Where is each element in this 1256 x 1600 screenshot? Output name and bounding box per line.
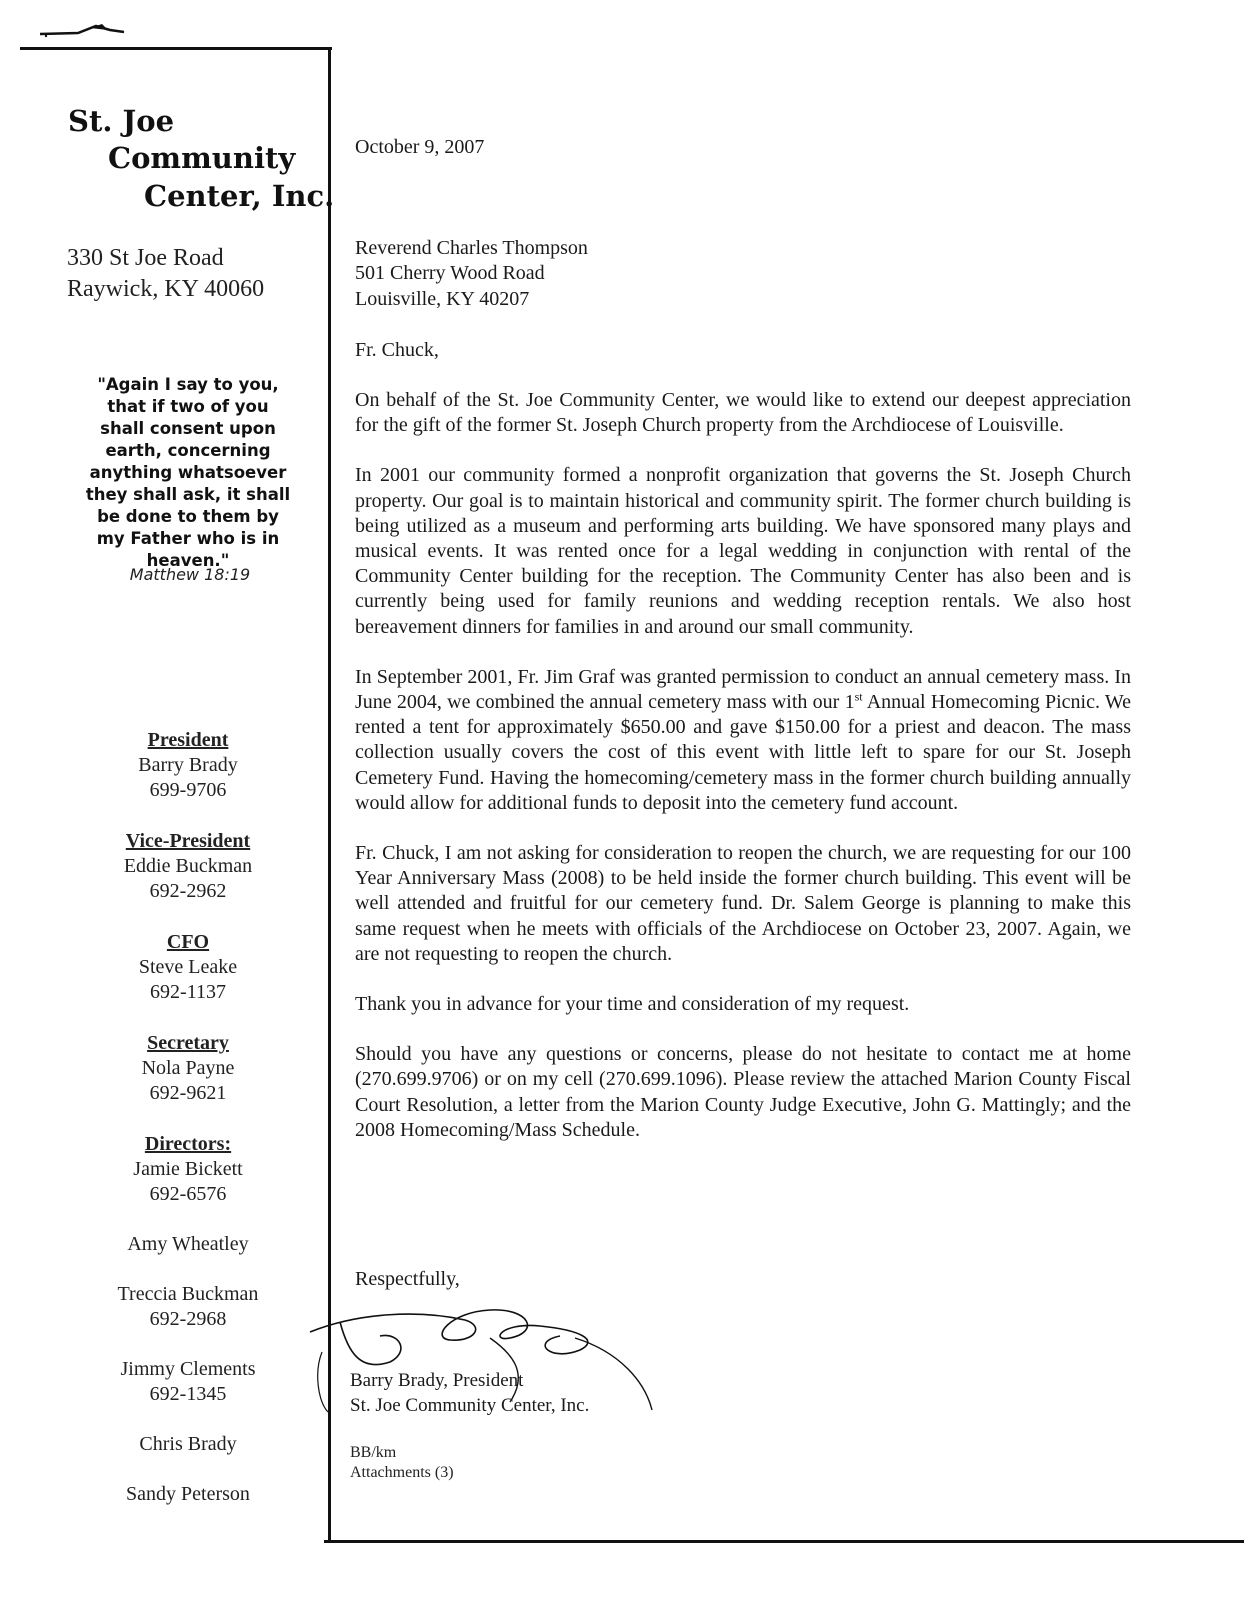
director-name: Treccia Buckman — [117, 1283, 259, 1305]
director-entry — [88, 1482, 288, 1507]
directors-section — [88, 1132, 288, 1507]
director-phone: 692-6576 — [149, 1183, 227, 1205]
recipient-line: Louisville, KY 40207 — [355, 287, 530, 310]
attachments-note: Attachments (3) — [350, 1464, 454, 1481]
officer-title: Secretary — [147, 1032, 229, 1054]
director-entry — [88, 1157, 288, 1207]
director-name: Sandy Peterson — [126, 1483, 250, 1505]
officer-secretary — [88, 1031, 288, 1106]
officer-phone: 692-2962 — [149, 880, 227, 902]
director-entry — [88, 1282, 288, 1332]
ordinal-superscript: st — [854, 689, 863, 704]
verse-line: they shall ask, it shall — [85, 485, 291, 504]
address-line2: Raywick, KY 40060 — [67, 276, 265, 302]
officer-cfo — [88, 930, 288, 1005]
letterhead-bottom-rule — [324, 1540, 1244, 1543]
director-name: Jimmy Clements — [120, 1358, 256, 1380]
officer-name: Barry Brady — [138, 754, 238, 776]
scan-mark-icon — [38, 18, 138, 40]
director-entry — [88, 1232, 288, 1257]
org-name-line2: Community — [108, 141, 296, 175]
letter-date: October 9, 2007 — [355, 136, 485, 158]
recipient-line: 501 Cherry Wood Road — [355, 262, 545, 285]
verse-line: "Again I say to you, — [97, 375, 279, 394]
verse-line: heaven." — [146, 551, 230, 570]
signer-name: Barry Brady, President — [350, 1370, 524, 1391]
typist-initials: BB/km — [350, 1444, 397, 1461]
letter-body — [355, 135, 1131, 1168]
letterhead-top-rule — [20, 47, 332, 50]
salutation: Fr. Chuck, — [355, 338, 439, 361]
org-name-line1: St. Joe — [68, 104, 175, 138]
paragraph-1: On behalf of the St. Joe Community Center, we would like to extend our deepest appreciation for the gift of the former St. Joseph Church property from the Archdiocese of Louisville. — [355, 389, 1131, 437]
signer-block — [350, 1368, 589, 1418]
officer-title: Vice-President — [125, 830, 251, 852]
reference-block — [350, 1443, 454, 1483]
director-phone: 692-2968 — [149, 1308, 227, 1330]
recipient-line: Reverend Charles Thompson — [355, 237, 588, 260]
recipient-address — [355, 236, 1131, 312]
scripture-verse — [62, 374, 314, 572]
officer-name: Steve Leake — [138, 956, 238, 978]
verse-line: anything whatsoever — [89, 463, 287, 482]
verse-line: be done to them by — [97, 507, 279, 526]
letter-closing: Respectfully, — [355, 1268, 460, 1290]
paragraph-6: Should you have any questions or concerns, please do not hesitate to contact me at home (270.699.9706) or on my cell (270.699.1096). Please review the attached Marion County Fiscal Court Resolution, a letter from the Marion County Judge Executive, John G. Mattingly; and the 2008 Homecoming/Mass Schedule. — [355, 1043, 1131, 1141]
officer-list — [88, 728, 288, 1532]
signer-org: St. Joe Community Center, Inc. — [350, 1395, 590, 1416]
officer-name: Eddie Buckman — [123, 855, 253, 877]
officer-phone: 699-9706 — [149, 779, 227, 801]
director-phone: 692-1345 — [149, 1383, 227, 1405]
officer-president — [88, 728, 288, 803]
address-line1: 330 St Joe Road — [67, 245, 224, 271]
paragraph-3-text-a: In September 2001, Fr. Jim Graf was granted permission to conduct an annual cemetery mass. In June 2004, we combined the annual cemetery mass with our 1 — [355, 665, 1131, 714]
directors-title: Directors: — [144, 1133, 232, 1155]
officer-title: President — [147, 729, 229, 751]
director-entry — [88, 1357, 288, 1407]
paragraph-3 — [355, 665, 1131, 816]
paragraph-2: In 2001 our community formed a nonprofit organization that governs the St. Joseph Church property. Our goal is to maintain historical and community spirit. The former church building is being utilized as a museum and performing arts building. We have sponsored many plays and musical events. It was rented once for a legal wedding in conjunction with rental of the Community Center building for the reception. The Community Center has also been and is currently being used for family reunions and wedding reception rentals. We also host bereavement dinners for families in and around our small community. — [355, 464, 1131, 638]
paragraph-4: Fr. Chuck, I am not asking for consideration to reopen the church, we are requesting for our 100 Year Anniversary Mass (2008) to be held inside the former church building. This event will be well attended and fruitful for our cemetery fund. Dr. Salem George is planning to make this same request when he meets with officials of the Archdiocese on October 23, 2007. Again, we are not requesting to reopen the church. — [355, 842, 1131, 965]
director-name: Chris Brady — [139, 1433, 237, 1455]
verse-line: earth, concerning — [105, 441, 271, 460]
director-name: Amy Wheatley — [127, 1233, 249, 1255]
paragraph-5: Thank you in advance for your time and consideration of my request. — [355, 993, 910, 1016]
officer-name: Nola Payne — [141, 1057, 235, 1079]
org-name-line3: Center, Inc. — [144, 179, 335, 213]
org-address — [67, 243, 264, 305]
director-name: Jamie Bickett — [133, 1158, 243, 1180]
verse-line: my Father who is in — [96, 529, 280, 548]
officer-vice-president — [88, 829, 288, 904]
officer-phone: 692-1137 — [150, 981, 226, 1003]
paragraph-3-text-b: Annual Homecoming Picnic. We rented a tent for approximately $650.00 and gave $150.00 for a priest and deacon. The mass collection usually covers the cost of this event with little left to spare for our St. Joseph Cemetery Fund. Having the homecoming/cemetery mass in the former church building annually would allow for additional funds to deposit into the cemetery fund account. — [355, 691, 1132, 814]
officer-title: CFO — [166, 931, 210, 953]
verse-reference: Matthew 18:19 — [129, 565, 251, 584]
officer-phone: 692-9621 — [149, 1082, 227, 1104]
director-entry — [88, 1432, 288, 1457]
verse-line: that if two of you — [107, 397, 269, 416]
verse-line: shall consent upon — [100, 419, 276, 438]
